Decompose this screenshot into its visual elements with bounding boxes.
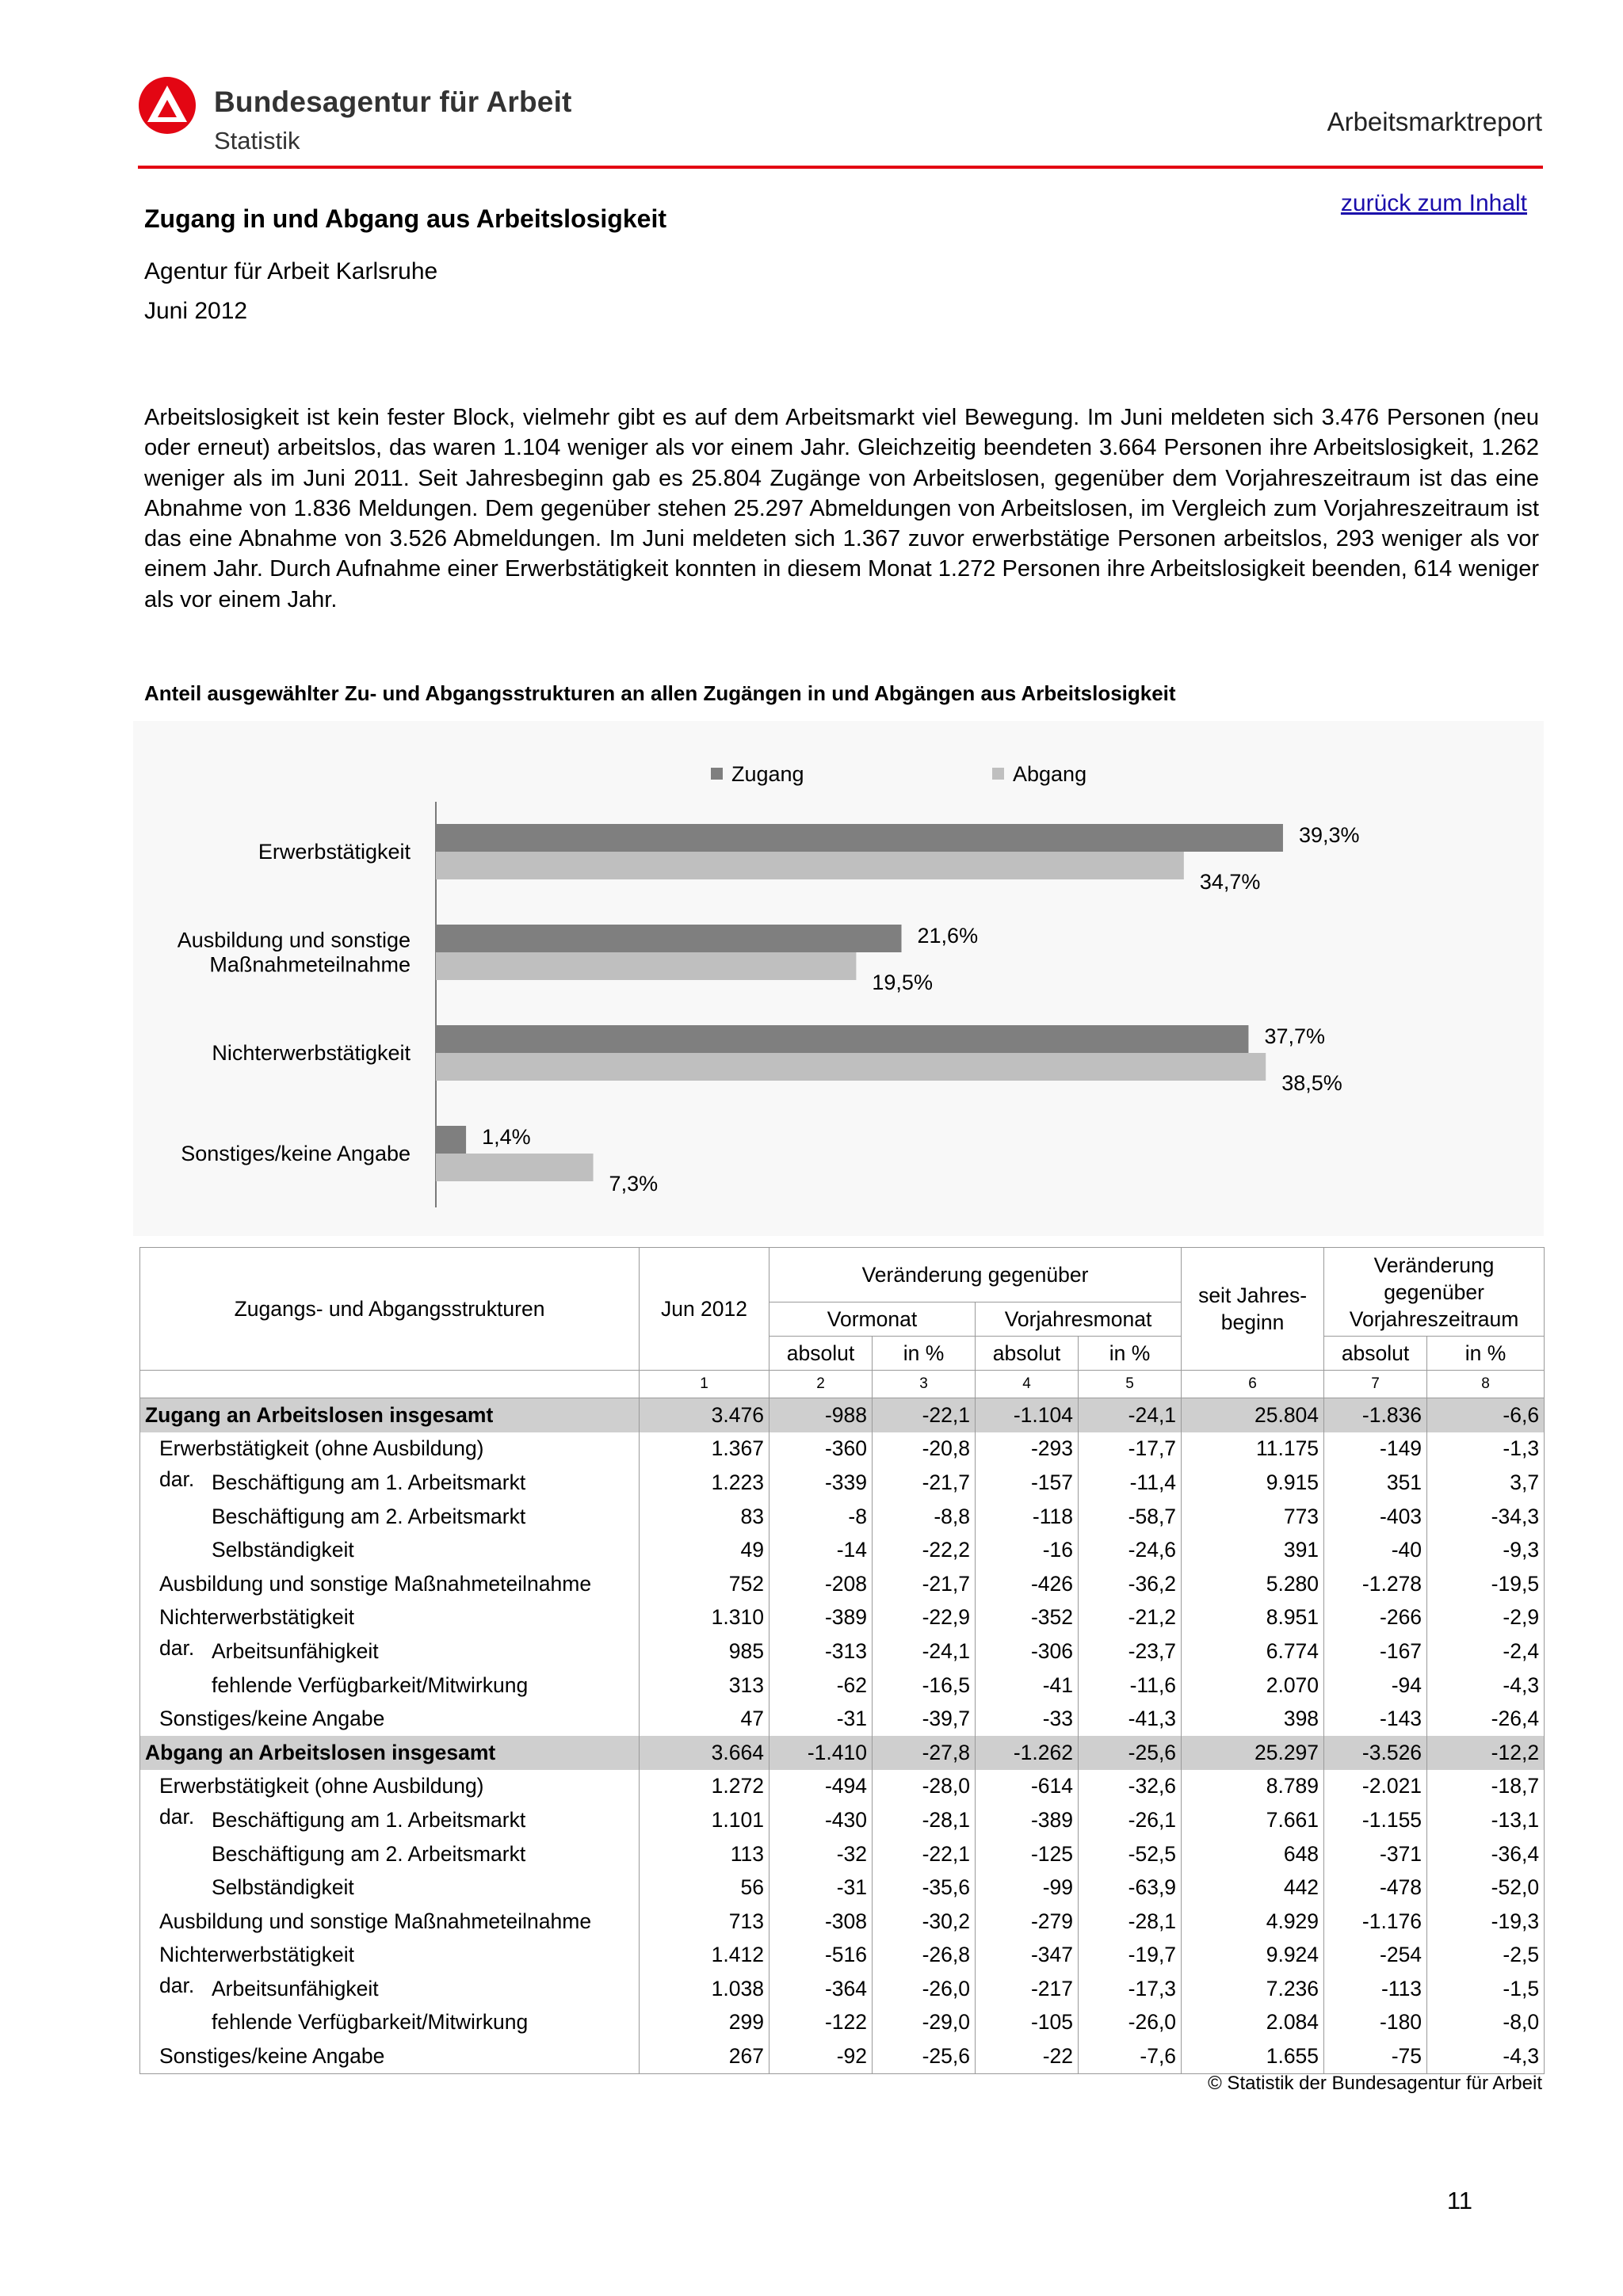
cell-value: -21,7 [873,1466,976,1500]
cell-value: 8.789 [1182,1770,1324,1804]
cell-value: -24,1 [1079,1398,1182,1432]
cell-value: -1.262 [976,1736,1079,1770]
page-number: 11 [1446,2187,1472,2214]
cell-value: -26,0 [873,1972,976,2006]
report-period: Juni 2012 [144,298,248,324]
header-blank [140,1371,640,1398]
row-label [140,1905,640,1939]
cell-value: -22,9 [873,1601,976,1635]
row-label [140,1972,640,2006]
row-label-text: Selbständigkeit [212,1538,354,1562]
cell-value: -8,8 [873,1500,976,1534]
cell-value: 1.655 [1182,2039,1324,2073]
org-name: Bundesagentur für Arbeit [214,86,572,118]
cell-value: -22,1 [873,1837,976,1871]
header-structure: Zugangs- und Abgangsstrukturen [140,1248,640,1371]
intro-paragraph: Arbeitslosigkeit ist kein fester Block, vielmehr gibt es auf dem Arbeitsmarkt viel Bewegung. Im Juni meldeten sich 3.476 Personen (neu oder erneut) arbeitslos, das waren 1.104 weniger als vor einem Jahr. Gleichzeitig beendeten 3.664 Personen ihre Arbeitslosigkeit, 1.262 weniger als im Juni 2011. Seit Jahresbeginn gab es 25.804 Zugänge von Arbeitslosen, gegenüber dem Vorjahreszeitraum ist das eine Abnahme von 1.836 Meldungen. Dem gegenüber stehen 25.297 Abmeldungen von Arbeitslosen, im Vergleich zum Vorjahreszeitraum ist das eine Abnahme von 3.526 Abmeldungen. Im Juni meldeten sich 1.367 zuvor erwerbstätige Personen arbeitslos, 293 weniger als vor einem Jahr. Durch Aufnahme einer Erwerbstätigkeit konnten in diesem Monat 1.272 Personen ihre Arbeitslosigkeit beenden, 614 weniger als vor einem Jahr. [144,405,1539,612]
header-change: Veränderung gegenüber [769,1248,1182,1302]
cell-value: -2,4 [1427,1634,1545,1669]
cell-value: 3,7 [1427,1466,1545,1500]
cell-value: -208 [769,1567,873,1601]
table-row [140,1432,1545,1466]
table-total-row [140,1398,1545,1432]
cell-value: 3.664 [640,1736,769,1770]
table-row [140,1533,1545,1567]
row-label [140,1466,640,1500]
cell-value: 25.804 [1182,1398,1324,1432]
category-label: Maßnahmeteilnahme [209,952,411,977]
org-subtitle: Statistik [214,127,300,154]
row-label-text: Sonstiges/keine Angabe [159,1707,385,1731]
cell-value: -21,2 [1079,1601,1182,1635]
data-label: 7,3% [609,1172,659,1196]
cell-value: -430 [769,1803,873,1837]
cell-value: -4,3 [1427,1669,1545,1703]
cell-value: -58,7 [1079,1500,1182,1534]
table-row [140,1871,1545,1905]
cell-value: 2.070 [1182,1669,1324,1703]
cell-value: -118 [976,1500,1079,1534]
cell-value: 5.280 [1182,1567,1324,1601]
cell-value: 4.929 [1182,1905,1324,1939]
cell-value: -389 [976,1803,1079,1837]
cell-value: -516 [769,1939,873,1973]
data-label: 37,7% [1264,1024,1326,1048]
cell-value: -63,9 [1079,1871,1182,1905]
cell-value: -99 [976,1871,1079,1905]
row-label [140,1702,640,1736]
row-label [140,2006,640,2040]
cell-value: -157 [976,1466,1079,1500]
dar-label: dar. [159,1636,195,1661]
row-label-text: Nichterwerbstätigkeit [159,1943,354,1967]
cell-value: 7.661 [1182,1803,1324,1837]
data-label: 19,5% [872,971,933,994]
cell-value: -28,1 [873,1803,976,1837]
row-label-text: Beschäftigung am 1. Arbeitsmarkt [212,1470,526,1494]
header-in-pct: in % [1427,1337,1545,1371]
page-title: Zugang in und Abgang aus Arbeitslosigkeit [144,204,666,233]
cell-value: -313 [769,1634,873,1669]
cell-value: -34,3 [1427,1500,1545,1534]
cell-value: -1.155 [1324,1803,1427,1837]
cell-value: 47 [640,1702,769,1736]
cell-value: -1.176 [1324,1905,1427,1939]
cell-value: -122 [769,2006,873,2040]
bar-abgang [436,852,1184,879]
cell-value: 7.236 [1182,1972,1324,2006]
bar-zugang [436,925,902,952]
table-row [140,1601,1545,1635]
col-number: 7 [1324,1371,1427,1398]
cell-value: 9.924 [1182,1939,1324,1973]
table-row [140,2039,1545,2073]
cell-value: 1.367 [640,1432,769,1466]
cell-value: -20,8 [873,1432,976,1466]
cell-value: 1.310 [640,1601,769,1635]
cell-value: -360 [769,1432,873,1466]
bar-abgang [436,952,856,980]
cell-value: -8 [769,1500,873,1534]
cell-value: -494 [769,1770,873,1804]
cell-value: -279 [976,1905,1079,1939]
row-label [140,1500,640,1534]
cell-value: -32,6 [1079,1770,1182,1804]
row-label-text: Beschäftigung am 1. Arbeitsmarkt [212,1807,526,1832]
cell-value: -2,5 [1427,1939,1545,1973]
cell-value: 1.272 [640,1770,769,1804]
cell-value: -143 [1324,1702,1427,1736]
row-label-text: Zugang an Arbeitslosen insgesamt [145,1402,494,1427]
col-number: 5 [1079,1371,1182,1398]
cell-value: -478 [1324,1871,1427,1905]
cell-value: -3.526 [1324,1736,1427,1770]
cell-value: -35,6 [873,1871,976,1905]
dar-label: dar. [159,1467,195,1492]
chart-title: Anteil ausgewählter Zu- und Abgangsstrukturen an allen Zugängen in und Abgängen aus Arbeitslosigkeit [144,681,1176,705]
cell-value: 1.223 [640,1466,769,1500]
cell-value: -180 [1324,2006,1427,2040]
cell-value: -13,1 [1427,1803,1545,1837]
cell-value: 1.412 [640,1939,769,1973]
legend-swatch [711,768,723,780]
row-label-text: Nichterwerbstätigkeit [159,1605,354,1630]
cell-value: 2.084 [1182,2006,1324,2040]
source-note: © Statistik der Bundesagentur für Arbeit [1208,2073,1542,2094]
cell-value: -1.410 [769,1736,873,1770]
cell-value: -28,1 [1079,1905,1182,1939]
table-total-row [140,1736,1545,1770]
table-body [140,1398,1545,2074]
cell-value: 3.476 [640,1398,769,1432]
cell-value: -19,3 [1427,1905,1545,1939]
cell-value: 56 [640,1871,769,1905]
header-in-pct: in % [1079,1337,1182,1371]
cell-value: -17,7 [1079,1432,1182,1466]
table-row [140,1939,1545,1973]
cell-value: -389 [769,1601,873,1635]
data-label: 1,4% [482,1125,531,1149]
cell-value: -14 [769,1533,873,1567]
structure-table [139,1247,1545,2074]
row-label [140,2039,640,2073]
cell-value: -149 [1324,1432,1427,1466]
row-label [140,1939,640,1973]
dar-label: dar. [159,1805,195,1829]
cell-value: -30,2 [873,1905,976,1939]
cell-value: -2.021 [1324,1770,1427,1804]
cell-value: -94 [1324,1669,1427,1703]
cell-value: -75 [1324,2039,1427,2073]
col-number: 2 [769,1371,873,1398]
row-label-text: Arbeitsunfähigkeit [212,1638,379,1663]
bar-zugang [436,824,1283,852]
cell-value: -52,0 [1427,1871,1545,1905]
cell-value: -33 [976,1702,1079,1736]
row-label-text: Ausbildung und sonstige Maßnahmeteilnahme [159,1909,592,1933]
table-row [140,1702,1545,1736]
cell-value: -26,4 [1427,1702,1545,1736]
row-label [140,1803,640,1837]
header-absolut: absolut [1324,1337,1427,1371]
table-row [140,1634,1545,1669]
cell-value: 8.951 [1182,1601,1324,1635]
row-label-text: Erwerbstätigkeit (ohne Ausbildung) [159,1436,484,1461]
row-label [140,1601,640,1635]
table-row [140,1500,1545,1534]
header-vormonat: Vormonat [769,1302,976,1337]
cell-value: -92 [769,2039,873,2073]
col-number: 4 [976,1371,1079,1398]
cell-value: -18,7 [1427,1770,1545,1804]
cell-value: -7,6 [1079,2039,1182,2073]
category-label: Nichterwerbstätigkeit [212,1041,411,1065]
row-label [140,1533,640,1567]
cell-value: -21,7 [873,1567,976,1601]
cell-value: 313 [640,1669,769,1703]
table-row [140,1803,1545,1837]
table-row [140,1669,1545,1703]
cell-value: -113 [1324,1972,1427,2006]
cell-value: -1,5 [1427,1972,1545,2006]
cell-value: 9.915 [1182,1466,1324,1500]
cell-value: -17,3 [1079,1972,1182,2006]
cell-value: 25.297 [1182,1736,1324,1770]
row-label-text: Erwerbstätigkeit (ohne Ausbildung) [159,1774,484,1798]
row-label [140,1432,640,1466]
cell-value: 752 [640,1567,769,1601]
cell-value: -6,6 [1427,1398,1545,1432]
cell-value: -26,0 [1079,2006,1182,2040]
cell-value: -217 [976,1972,1079,2006]
legend-swatch [992,768,1004,780]
cell-value: -36,2 [1079,1567,1182,1601]
cell-value: -41,3 [1079,1702,1182,1736]
cell-value: -23,7 [1079,1634,1182,1669]
cell-value: -31 [769,1871,873,1905]
cell-value: -62 [769,1669,873,1703]
row-label [140,1770,640,1804]
cell-value: -16 [976,1533,1079,1567]
row-label-text: Sonstiges/keine Angabe [159,2044,385,2069]
cell-value: -16,5 [873,1669,976,1703]
row-label [140,1736,640,1770]
cell-value: 1.038 [640,1972,769,2006]
cell-value: -352 [976,1601,1079,1635]
cell-value: -24,1 [873,1634,976,1669]
row-label-text: Selbständigkeit [212,1875,354,1900]
cell-value: -308 [769,1905,873,1939]
cell-value: -27,8 [873,1736,976,1770]
cell-value: 442 [1182,1871,1324,1905]
cell-value: -11,4 [1079,1466,1182,1500]
agency-name: Agentur für Arbeit Karlsruhe [144,258,438,284]
cell-value: -293 [976,1432,1079,1466]
cell-value: -26,1 [1079,1803,1182,1837]
cell-value: -25,6 [1079,1736,1182,1770]
row-label-text: Ausbildung und sonstige Maßnahmeteilnahme [159,1571,592,1596]
cell-value: 11.175 [1182,1432,1324,1466]
header-change-vjz: Veränderung gegenüber Vorjahreszeitraum [1324,1248,1545,1337]
report-title: Arbeitsmarktreport [1327,107,1542,136]
cell-value: 391 [1182,1533,1324,1567]
cell-value: -1.104 [976,1398,1079,1432]
row-label [140,1398,640,1432]
cell-value: 648 [1182,1837,1324,1871]
cell-value: 113 [640,1837,769,1871]
row-label-text: Beschäftigung am 2. Arbeitsmarkt [212,1841,526,1866]
row-label-text: Abgang an Arbeitslosen insgesamt [145,1740,496,1764]
cell-value: -24,6 [1079,1533,1182,1567]
cell-value: 267 [640,2039,769,2073]
bar-abgang [436,1154,594,1181]
data-label: 34,7% [1199,870,1261,894]
col-number: 3 [873,1371,976,1398]
table-row [140,1567,1545,1601]
cell-value: -52,5 [1079,1837,1182,1871]
table-row [140,2006,1545,2040]
cell-value: 713 [640,1905,769,1939]
cell-value: -105 [976,2006,1079,2040]
cell-value: -614 [976,1770,1079,1804]
cell-value: -19,5 [1427,1567,1545,1601]
cell-value: -31 [769,1702,873,1736]
cell-value: -167 [1324,1634,1427,1669]
cell-value: -254 [1324,1939,1427,1973]
cell-value: -364 [769,1972,873,2006]
cell-value: -1.278 [1324,1567,1427,1601]
header-absolut: absolut [976,1337,1079,1371]
data-label: 39,3% [1298,823,1360,847]
header-absolut: absolut [769,1337,873,1371]
cell-value: -32 [769,1837,873,1871]
cell-value: 6.774 [1182,1634,1324,1669]
header-in-pct: in % [873,1337,976,1371]
cell-value: -1,3 [1427,1432,1545,1466]
table-row [140,1466,1545,1500]
cell-value: -39,7 [873,1702,976,1736]
table-row [140,1905,1545,1939]
cell-value: -266 [1324,1601,1427,1635]
bar-zugang [436,1126,466,1154]
table-row [140,1837,1545,1871]
bar-zugang [436,1025,1248,1053]
cell-value: -11,6 [1079,1669,1182,1703]
legend-label: Zugang [731,762,804,786]
cell-value: 299 [640,2006,769,2040]
cell-value: -12,2 [1427,1736,1545,1770]
cell-value: -2,9 [1427,1601,1545,1635]
cell-value: -22,1 [873,1398,976,1432]
cell-value: -125 [976,1837,1079,1871]
row-label [140,1669,640,1703]
header-vorjahresmonat: Vorjahresmonat [976,1302,1182,1337]
cell-value: -1.836 [1324,1398,1427,1432]
cell-value: -426 [976,1567,1079,1601]
dar-label: dar. [159,1974,195,1998]
cell-value: 49 [640,1533,769,1567]
row-label [140,1871,640,1905]
cell-value: 985 [640,1634,769,1669]
col-number: 8 [1427,1371,1545,1398]
cell-value: -36,4 [1427,1837,1545,1871]
cell-value: 398 [1182,1702,1324,1736]
bar-abgang [436,1053,1266,1081]
cell-value: -19,7 [1079,1939,1182,1973]
cell-value: -403 [1324,1500,1427,1534]
cell-value: -4,3 [1427,2039,1545,2073]
row-label-text: Arbeitsunfähigkeit [212,1976,379,2000]
legend-label: Abgang [1013,762,1087,786]
cell-value: -306 [976,1634,1079,1669]
row-label [140,1634,640,1669]
col-number: 6 [1182,1371,1324,1398]
cell-value: 83 [640,1500,769,1534]
cell-value: -988 [769,1398,873,1432]
category-label: Ausbildung und sonstige [177,928,411,952]
cell-value: -40 [1324,1533,1427,1567]
table-row [140,1770,1545,1804]
cell-value: -28,0 [873,1770,976,1804]
cell-value: -22,2 [873,1533,976,1567]
cell-value: -8,0 [1427,2006,1545,2040]
cell-value: -339 [769,1466,873,1500]
row-label-text: fehlende Verfügbarkeit/Mitwirkung [212,2010,529,2035]
cell-value: -22 [976,2039,1079,2073]
col-number: 1 [640,1371,769,1398]
row-label-text: Beschäftigung am 2. Arbeitsmarkt [212,1504,526,1528]
cell-value: 1.101 [640,1803,769,1837]
data-label: 38,5% [1281,1071,1342,1095]
row-label-text: fehlende Verfügbarkeit/Mitwirkung [212,1672,529,1697]
cell-value: -9,3 [1427,1533,1545,1567]
cell-value: -25,6 [873,2039,976,2073]
cell-value: -29,0 [873,2006,976,2040]
table-row [140,1972,1545,2006]
cell-value: -26,8 [873,1939,976,1973]
row-label [140,1567,640,1601]
cell-value: 773 [1182,1500,1324,1534]
cell-value: -41 [976,1669,1079,1703]
header-seit-jahresbeginn: seit Jahres- beginn [1182,1248,1324,1371]
cell-value: -347 [976,1939,1079,1973]
row-label [140,1837,640,1871]
category-label: Erwerbstätigkeit [258,840,411,864]
cell-value: -371 [1324,1837,1427,1871]
data-label: 21,6% [917,924,979,948]
category-label: Sonstiges/keine Angabe [181,1142,411,1165]
cell-value: 351 [1324,1466,1427,1500]
structure-table-wrapper [139,1247,1544,2074]
header-jun: Jun 2012 [640,1248,769,1371]
back-to-contents-link[interactable]: zurück zum Inhalt [1340,190,1527,216]
